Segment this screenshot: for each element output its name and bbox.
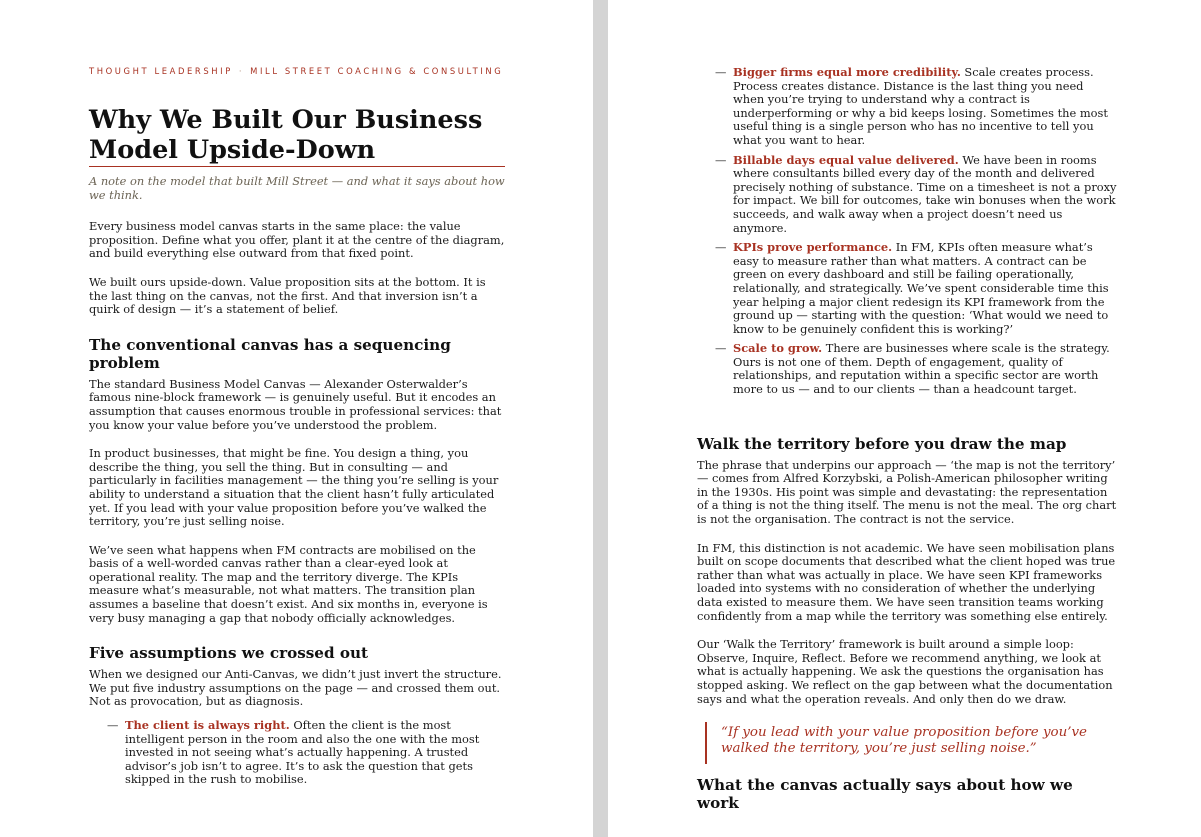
assumption-list-left xyxy=(89,719,505,787)
five-assumptions-paragraph: When we designed our Anti-Canvas, we didn’t just invert the structure. We put five industry assumptions on the page — and crossed them out. Not as provocation, but as diagnosis. xyxy=(89,667,502,709)
bullet-dash: — xyxy=(715,65,727,79)
article-title: Why We Built Our Business Model Upside-Down xyxy=(89,105,505,167)
assumption-list-right xyxy=(697,66,1117,397)
bullet-dash: — xyxy=(107,718,119,733)
bullet-lead: Billable days equal value delivered. xyxy=(733,152,959,167)
list-item xyxy=(697,342,1117,396)
list-item xyxy=(697,66,1117,148)
intro-paragraph-2: We built ours upside-down. Value proposition sits at the bottom. It is the last thing on the canvas, not the first. And that inversion isn’t a quirk of design — it’s a statement of belief. xyxy=(89,274,486,317)
territory-paragraph-2: In FM, this distinction is not academic. We have seen mobilisation plans built on scope documents that described what the client hoped was true rather than what was actually in place. We have seen KPI frameworks loaded into systems with no consideration of whether the underlying data existed to measure them. We have seen transition teams working confidently from a map while the territory was something else entirely. xyxy=(697,540,1116,623)
bullet-lead: The client is always right. xyxy=(125,718,290,733)
bullet-text: Often the client is the most intelligent person in the room and also the one with the most invested in not seeing what’s actually happening. A trusted advisor’s job isn’t to agree. It’s to ask the question that gets skipped in the rush to mobilise. xyxy=(125,718,480,787)
list-item xyxy=(89,719,505,787)
bullet-text: We have been in rooms where consultants billed every day of the month and delivered precisely nothing of substance. Time on a timesheet is not a proxy for impact. We bill for outcomes, take win bonuses when the work succeeds, and walk away when a project doesn’t need us anymore. xyxy=(733,152,1117,235)
section-heading-five-assumptions: Five assumptions we crossed out xyxy=(89,644,369,663)
bullet-dash: — xyxy=(715,240,727,255)
article-subtitle: A note on the model that built Mill Street — and what it says about how we think. xyxy=(89,174,505,202)
document-page-left xyxy=(0,0,593,837)
bullet-lead: Bigger firms equal more credibility. xyxy=(733,65,961,79)
section-heading-sequencing: The conventional canvas has a sequencing problem xyxy=(89,335,451,372)
kicker-separator: · xyxy=(238,66,245,76)
bullet-text: There are businesses where scale is the strategy. Ours is not one of them. Depth of engagement, quality of relationships, and reputation within a specific sector are worth more to us — and to our clients — than a headcount target. xyxy=(733,341,1110,397)
sequencing-paragraph-1: The standard Business Model Canvas — Alexander Osterwalder’s famous nine-block framework — is genuinely useful. But it encodes an assumption that causes enormous trouble in professional services: that you know your value before you’ve understood the problem. xyxy=(89,376,502,432)
document-page-right xyxy=(608,0,1201,837)
list-item xyxy=(697,154,1117,236)
sequencing-paragraph-3: We’ve seen what happens when FM contracts are mobilised on the basis of a well-worded canvas rather than a clear-eyed look at operational reality. The map and the territory diverge. The KPIs measure what’s measurable, not what matters. The transition plan assumes a baseline that doesn’t exist. And six months in, everyone is very busy managing a gap that nobody officially acknowledges. xyxy=(89,542,488,625)
page-right-content xyxy=(697,66,1117,818)
page-left-content xyxy=(89,66,505,793)
sequencing-paragraph-2: In product businesses, that might be fine. You design a thing, you describe the thing, you sell the thing. But in consulting — and particularly in facilities management — the thing you’re selling is your ability to understand a situation that the client hasn’t fully articulated yet. If you lead with your value proposition before you’ve walked the territory, you’re just selling noise. xyxy=(89,446,499,529)
territory-paragraph-1: The phrase that underpins our approach — ‘the map is not the territory’ — comes from Alfred Korzybski, a Polish-American philosopher writing in the 1930s. His point was simple and devastating: the representation of a thing is not the thing itself. The menu is not the meal. The org chart is not the organisation. The contract is not the service. xyxy=(697,457,1117,527)
bullet-text: In FM, KPIs often measure what’s easy to measure rather than what matters. A contract can be green on every dashboard and still be failing operationally, relationally, and strategically. We’ve spent considerable time this year helping a major client redesign its KPI framework from the ground up — starting with the question: ‘What would we need to know to be genuinely confident this is working?’ xyxy=(733,240,1109,336)
territory-paragraph-3: Our ‘Walk the Territory’ framework is built around a simple loop: Observe, Inquire, Reflect. Before we recommend anything, we look at what is actually happening. We ask the questions the organisation has stopped asking. We reflect on the gap between what the documentation says and what the operation reveals. And only then do we draw. xyxy=(697,637,1113,706)
bullet-dash: — xyxy=(715,152,727,167)
kicker-company: MILL STREET COACHING & CONSULTING xyxy=(250,66,504,76)
section-heading-walk-territory: Walk the territory before you draw the map xyxy=(697,434,1067,453)
list-item xyxy=(697,241,1117,336)
kicker-category: THOUGHT LEADERSHIP xyxy=(89,66,233,76)
pull-quote: “If you lead with your value proposition before you’ve walked the territory, you’re just selling noise.” xyxy=(705,722,1117,763)
kicker xyxy=(89,66,505,76)
bullet-lead: KPIs prove performance. xyxy=(733,240,893,255)
intro-paragraph-1: Every business model canvas starts in the same place: the value proposition. Define what you offer, plant it at the centre of the diagram, and build everything else outward from that fixed point. xyxy=(89,219,505,261)
section-heading-canvas-says: What the canvas actually says about how we work xyxy=(697,775,1073,812)
bullet-dash: — xyxy=(715,341,727,356)
bullet-text: Scale creates process. Process creates distance. Distance is the last thing you need when you’re trying to understand why a contract is underperforming or why a bid keeps losing. Sometimes the most useful thing is a single person who has no incentive to tell you what you want to hear. xyxy=(733,65,1108,147)
bullet-lead: Scale to grow. xyxy=(733,341,823,356)
